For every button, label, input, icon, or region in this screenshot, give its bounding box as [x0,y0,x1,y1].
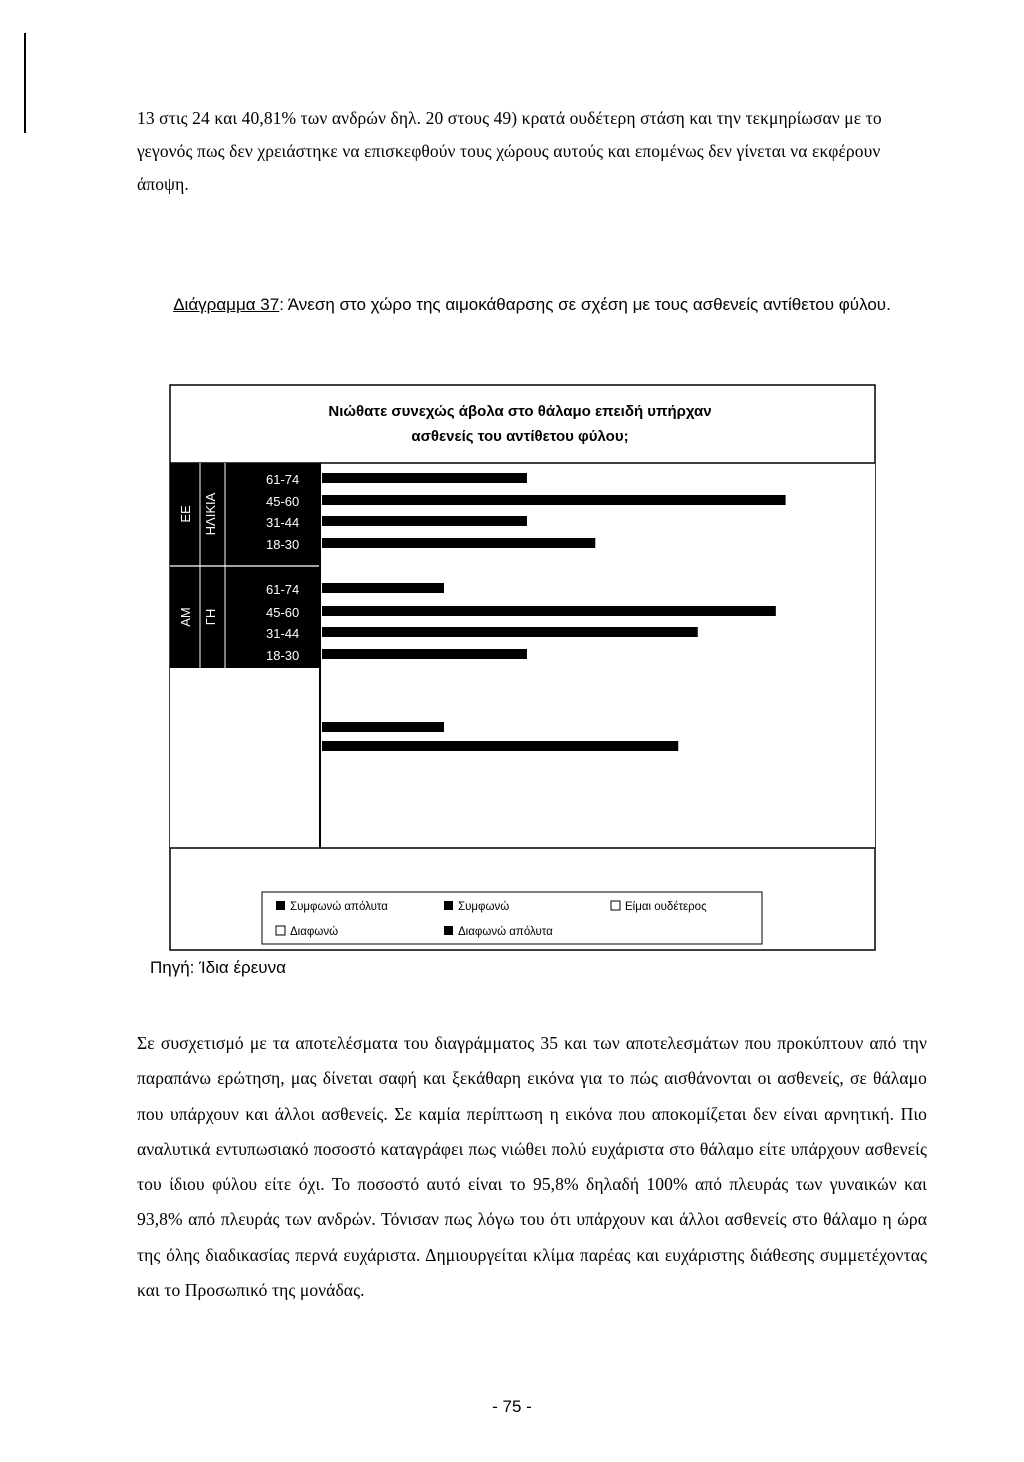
bar-g1-0 [322,473,527,483]
legend-swatch-4 [444,926,453,935]
caption-text: : Άνεση στο χώρο της αιμοκάθαρσης σε σχέση με τους ασθενείς αντίθετου φύλου. [279,295,891,314]
tick-label-g2-0: 61-74 [266,582,300,597]
bar-g3-0 [322,722,444,732]
legend-label-4: Διαφωνώ απόλυτα [458,926,553,938]
bar-g1-3 [322,538,595,548]
tick-label-g1-1: 45-60 [266,494,300,509]
tick-label-g2-1: 45-60 [266,605,300,620]
group1-outer-label: ΕΕ [178,505,193,523]
legend-label-2: Είμαι ουδέτερος [625,901,707,913]
legend-label-3: Διαφωνώ [290,926,339,938]
paragraph-top: 13 στις 24 και 40,81% των ανδρών δηλ. 20 στους 49) κρατά ουδέτερη στάση και την τεκμηρίωσαν με το γεγονός πως δεν χρειάστηκε να επισκεφθούν τους χώρους αυτούς και επομένως δεν γίνεται να εκφέρουν άποψη. [137,108,882,194]
bar-g1-2 [322,516,527,526]
group1-inner-label: ΗΛΙΚΙΑ [203,492,218,536]
tick-label-g2-2: 31-44 [266,626,300,641]
bar-g2-1 [322,606,776,616]
tick-label-g1-0: 61-74 [266,472,300,487]
legend-label-0: Συμφωνώ απόλυτα [290,901,388,913]
paragraph-bottom: Σε συσχετισμό με τα αποτελέσματα του διαγράμματος 35 και των αποτελεσμάτων που προκύπτουν από την παραπάνω ερώτηση, μας δίνεται σαφή και ξεκάθαρη εικόνα για το πώς αισθάνονται οι ασθενείς, σε θάλαμο που υπάρχουν και άλλοι ασθενείς. Σε καμία περίπτωση η εικόνα που αποκομίζεται δεν είναι αρνητική. Πιο αναλυτικά εντυπωσιακό ποσοστό καταγράφει πως νιώθει πολύ ευχάριστα στο θάλαμο είτε υπάρχουν ασθενείς του ίδιου φύλου είτε όχι. Το ποσοστό αυτό είναι το 95,8% δηλαδή 100% από πλευράς των γυναικών και 93,8% από πλευράς των ανδρών. Τόνισαν πως λόγω του ότι υπάρχουν και άλλοι ασθενείς στο θάλαμο η ώρα της όλης διαδικασίας περνά ευχάριστα. Δημιουργείται κλίμα παρέας και ευχάριστης διάθεσης συμμετέχοντας και το Προσωπικό της μονάδας. [137,1033,927,1301]
tick-label-g1-2: 31-44 [266,515,300,530]
legend-label-1: Συμφωνώ [458,901,510,913]
page-number: - 75 - [492,1397,532,1416]
chart-title-line2: ασθενείς του αντίθετου φύλου; [411,428,629,445]
group2-outer-label: ΑΜ [178,607,193,627]
bar-g2-2 [322,627,698,637]
chart-title-line1: Νιώθατε συνεχώς άβολα στο θάλαμο επειδή υπήρχαν [328,403,712,420]
tick-label-g1-3: 18-30 [266,537,300,552]
legend-swatch-3 [276,926,285,935]
bar-g2-0 [322,583,444,593]
source-note: Πηγή: Ίδια έρευνα [150,958,286,977]
legend-swatch-0 [276,901,285,910]
legend-swatch-1 [444,901,453,910]
tick-label-g2-3: 18-30 [266,648,300,663]
caption-label: Διάγραμμα 37 [173,295,280,314]
bar-g2-3 [322,649,527,659]
bar-g1-1 [322,495,786,505]
bar-g3-1 [322,741,678,751]
group2-inner-label: ΓΗ [203,608,218,626]
legend-swatch-2 [611,901,620,910]
